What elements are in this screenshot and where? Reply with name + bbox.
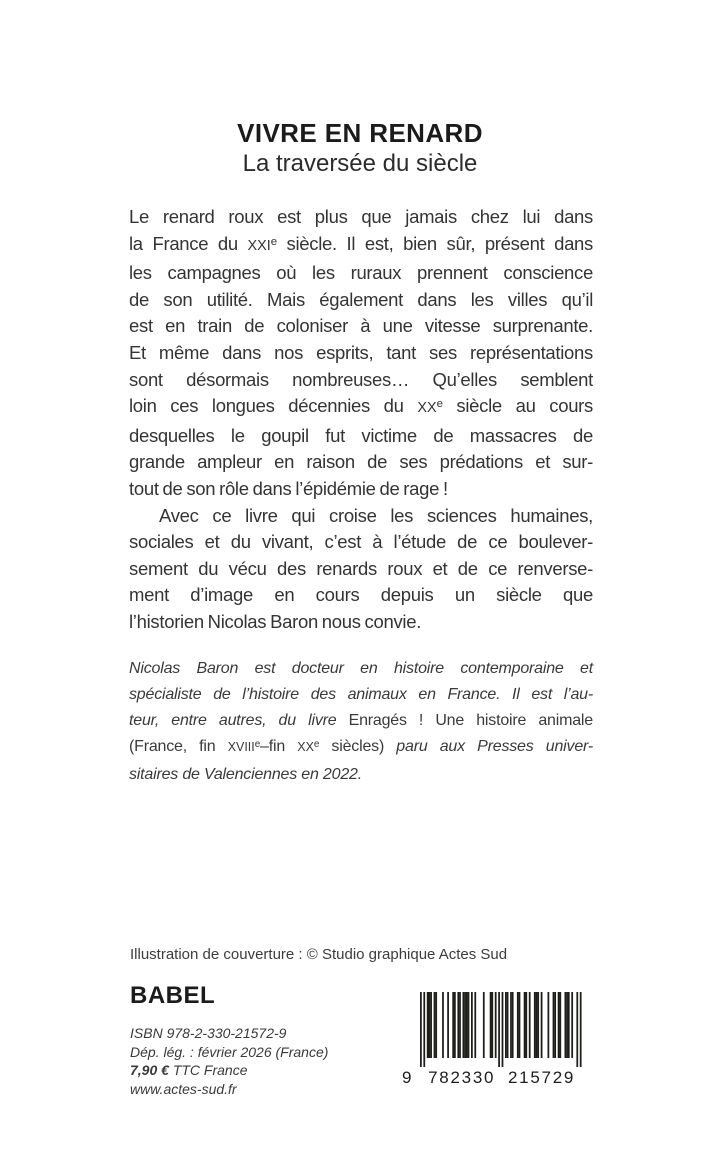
text-line: loin ces longues décennies du XXe siècle au cours xyxy=(129,395,593,417)
text-line: grande ampleur en raison de ses prédations et sur- xyxy=(129,451,593,473)
imprint-info xyxy=(130,1024,328,1098)
text-line: l’historien Nicolas Baron nous convie. xyxy=(129,610,422,632)
text-line: 7,90 € TTC France xyxy=(130,1062,248,1078)
text-line: tout de son rôle dans l’épidémie de rage ! xyxy=(129,477,448,499)
text-line: Avec ce livre qui croise les sciences humaines, xyxy=(159,504,593,526)
ean13-barcode-image xyxy=(400,990,590,1090)
text-line: sement du vécu des renards roux et de ce renverse- xyxy=(129,557,593,579)
text-line: Le renard roux est plus que jamais chez lui dans xyxy=(129,206,593,227)
barcode-digits: 9 xyxy=(402,1068,412,1087)
text-line: la France du XXIe siècle. Il est, bien sûr, présent dans xyxy=(129,232,593,254)
barcode-digits: 782330 xyxy=(428,1068,494,1087)
text-line: www.actes-sud.fr xyxy=(130,1080,237,1097)
cover-illustration-credit: Illustration de couverture : © Studio graphique Actes Sud xyxy=(130,946,508,963)
text-line: de son utilité. Mais également dans les villes qu’il xyxy=(129,288,593,310)
author-bio xyxy=(129,656,593,788)
synopsis-paragraph-2 xyxy=(129,503,593,636)
text-line: (France, fin XVIIIe–fin XXe siècles) paru aux Presses univer- xyxy=(129,738,593,755)
text-line: sont désormais nombreuses… Qu’elles semblent xyxy=(129,368,593,390)
text-line: Et même dans nos esprits, tant ses représentations xyxy=(129,341,593,363)
barcode xyxy=(400,990,590,1090)
text-line: est en train de coloniser à une vitesse surprenante. xyxy=(129,315,593,337)
publisher-logo-babel: BABEL xyxy=(130,982,216,1009)
text-line: Dép. lég. : février 2026 (France) xyxy=(130,1043,329,1060)
book-title: VIVRE EN RENARD xyxy=(237,118,483,148)
synopsis-paragraph-1 xyxy=(129,204,593,503)
title-block xyxy=(0,118,720,179)
text-line: sitaires de Valenciennes en 2022. xyxy=(129,766,362,783)
text-line: sociales et du vivant, c’est à l’étude de ce boulever- xyxy=(129,531,593,553)
text-line: teur, entre autres, du livre Enragés ! Une histoire animale xyxy=(129,712,593,729)
text-line: ISBN 978-2-330-21572-9 xyxy=(130,1025,287,1041)
text-line: spécialiste de l’histoire des animaux en France. Il est l’au- xyxy=(129,686,593,703)
synopsis xyxy=(129,204,593,636)
barcode-digits: 215729 xyxy=(508,1068,574,1087)
text-line: ment d’image en cours depuis un siècle que xyxy=(129,584,593,606)
text-line: les campagnes où les ruraux prennent conscience xyxy=(129,262,593,284)
text-line: Nicolas Baron est docteur en histoire contemporaine et xyxy=(129,660,593,677)
book-subtitle: La traversée du siècle xyxy=(242,150,478,178)
text-line: desquelles le goupil fut victime de massacres de xyxy=(129,424,593,446)
